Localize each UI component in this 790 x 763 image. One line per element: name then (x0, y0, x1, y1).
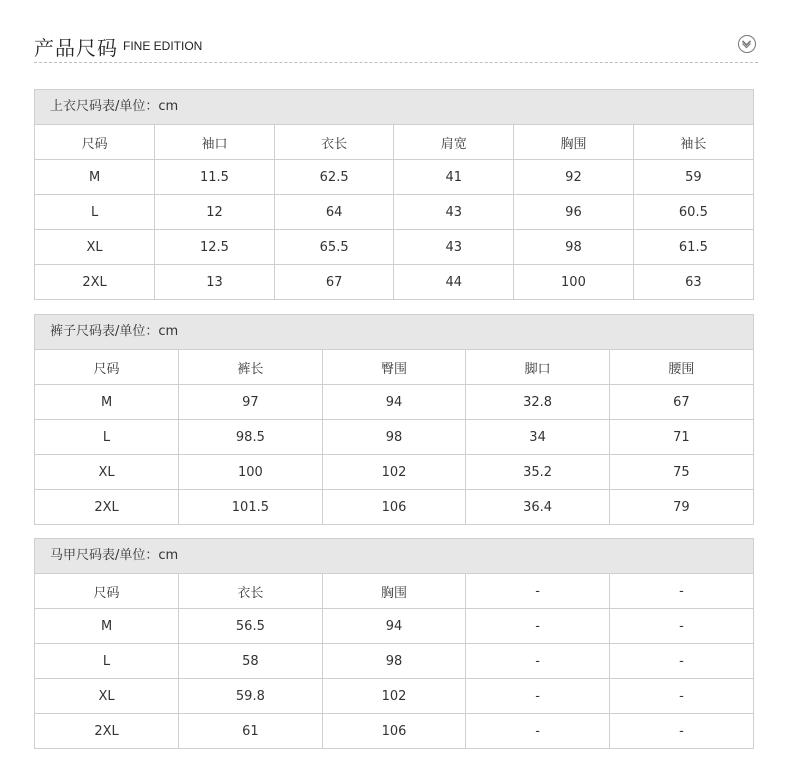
column-header: 尺码 (35, 574, 179, 609)
table-cell: 75 (609, 455, 753, 490)
table-cell: 100 (179, 455, 323, 490)
table-cell: 2XL (35, 490, 179, 525)
table-row (35, 160, 753, 195)
table-cell: - (466, 644, 610, 679)
table-cell: L (35, 644, 179, 679)
table-title: 上衣尺码表/单位：cm (35, 90, 753, 125)
table-cell: - (609, 679, 753, 714)
table-cell: 98 (322, 644, 466, 679)
column-header: 尺码 (35, 350, 179, 385)
table-header-row (35, 350, 753, 385)
table-row (35, 385, 753, 420)
column-header: - (609, 574, 753, 609)
table-cell: 65.5 (274, 230, 394, 265)
table-cell: 59.8 (179, 679, 323, 714)
table-row (35, 490, 753, 525)
table-cell: M (35, 609, 179, 644)
table-cell: 60.5 (633, 195, 753, 230)
table-cell: XL (35, 679, 179, 714)
table-cell: 12.5 (155, 230, 275, 265)
table-cell: 62.5 (274, 160, 394, 195)
table-cell: 63 (685, 274, 702, 290)
vest-size-table (34, 538, 754, 749)
column-header: 胸围 (322, 574, 466, 609)
column-header: 衣长 (179, 574, 323, 609)
table-cell: L (35, 420, 179, 455)
table-title: 裤子尺码表/单位：cm (35, 315, 753, 350)
column-header: 袖长 (633, 125, 753, 160)
table-cell: 92 (514, 160, 634, 195)
table-cell: 94 (322, 609, 466, 644)
column-header: 脚口 (466, 350, 610, 385)
column-header: 胸围 (514, 125, 634, 160)
table-cell: 43 (394, 195, 514, 230)
table-cell: 56.5 (179, 609, 323, 644)
column-header: 肩宽 (394, 125, 514, 160)
table-cell: 100 (514, 265, 634, 300)
table-cell: 94 (322, 385, 466, 420)
table-header-row (35, 125, 753, 160)
pants-size-table (34, 314, 754, 525)
table-row (35, 420, 753, 455)
column-header: 裤长 (179, 350, 323, 385)
table-cell: - (609, 644, 753, 679)
table-cell: 35.2 (466, 455, 610, 490)
table-cell: 61.5 (633, 230, 753, 265)
top-size-table (34, 89, 754, 300)
table-cell: - (679, 723, 684, 739)
size-table (35, 350, 753, 524)
column-header: 尺码 (35, 125, 155, 160)
table-row (35, 644, 753, 679)
column-header: 袖口 (155, 125, 275, 160)
table-cell: 102 (322, 679, 466, 714)
page-subtitle: FINE EDITION (123, 39, 203, 53)
table-cell: 106 (322, 490, 466, 525)
table-row (35, 195, 753, 230)
header-divider (34, 62, 758, 63)
table-cell: 64 (274, 195, 394, 230)
table-row (35, 679, 753, 714)
table-cell: M (35, 160, 155, 195)
table-row (35, 609, 753, 644)
table-cell: 61 (179, 714, 323, 749)
table-cell: - (609, 609, 753, 644)
table-cell: 97 (179, 385, 323, 420)
table-cell: 36.4 (466, 490, 610, 525)
table-cell: 98.5 (179, 420, 323, 455)
table-cell: 13 (155, 265, 275, 300)
table-cell: 98 (514, 230, 634, 265)
table-cell: - (466, 679, 610, 714)
table-cell: 71 (609, 420, 753, 455)
table-row (35, 265, 753, 300)
chevron-down-circle-icon[interactable] (738, 35, 756, 53)
table-cell: 59 (633, 160, 753, 195)
column-header: 臀围 (322, 350, 466, 385)
table-cell: 102 (322, 455, 466, 490)
column-header: 腰围 (609, 350, 753, 385)
table-cell: 44 (394, 265, 514, 300)
table-cell: 34 (466, 420, 610, 455)
table-cell: 96 (514, 195, 634, 230)
table-title: 马甲尺码表/单位：cm (35, 539, 753, 574)
table-cell: 58 (179, 644, 323, 679)
table-cell: L (35, 195, 155, 230)
table-cell: 101.5 (179, 490, 323, 525)
column-header: - (466, 574, 610, 609)
table-cell: 98 (322, 420, 466, 455)
table-cell: 12 (155, 195, 275, 230)
table-cell: - (466, 714, 610, 749)
table-row (35, 714, 753, 749)
table-cell: 79 (673, 499, 690, 515)
table-cell: 32.8 (466, 385, 610, 420)
table-row (35, 455, 753, 490)
table-cell: 106 (322, 714, 466, 749)
page-title: 产品尺码 (34, 36, 118, 60)
table-cell: 67 (274, 265, 394, 300)
table-cell: 43 (394, 230, 514, 265)
size-table (35, 125, 753, 299)
table-cell: M (35, 385, 179, 420)
table-row (35, 230, 753, 265)
page-header (34, 30, 758, 64)
table-cell: 2XL (35, 714, 179, 749)
table-cell: 67 (609, 385, 753, 420)
table-cell: 41 (394, 160, 514, 195)
table-cell: XL (35, 455, 179, 490)
table-header-row (35, 574, 753, 609)
size-table (35, 574, 753, 748)
table-cell: XL (35, 230, 155, 265)
column-header: 衣长 (274, 125, 394, 160)
table-cell: - (466, 609, 610, 644)
table-cell: 2XL (35, 265, 155, 300)
table-cell: 11.5 (155, 160, 275, 195)
